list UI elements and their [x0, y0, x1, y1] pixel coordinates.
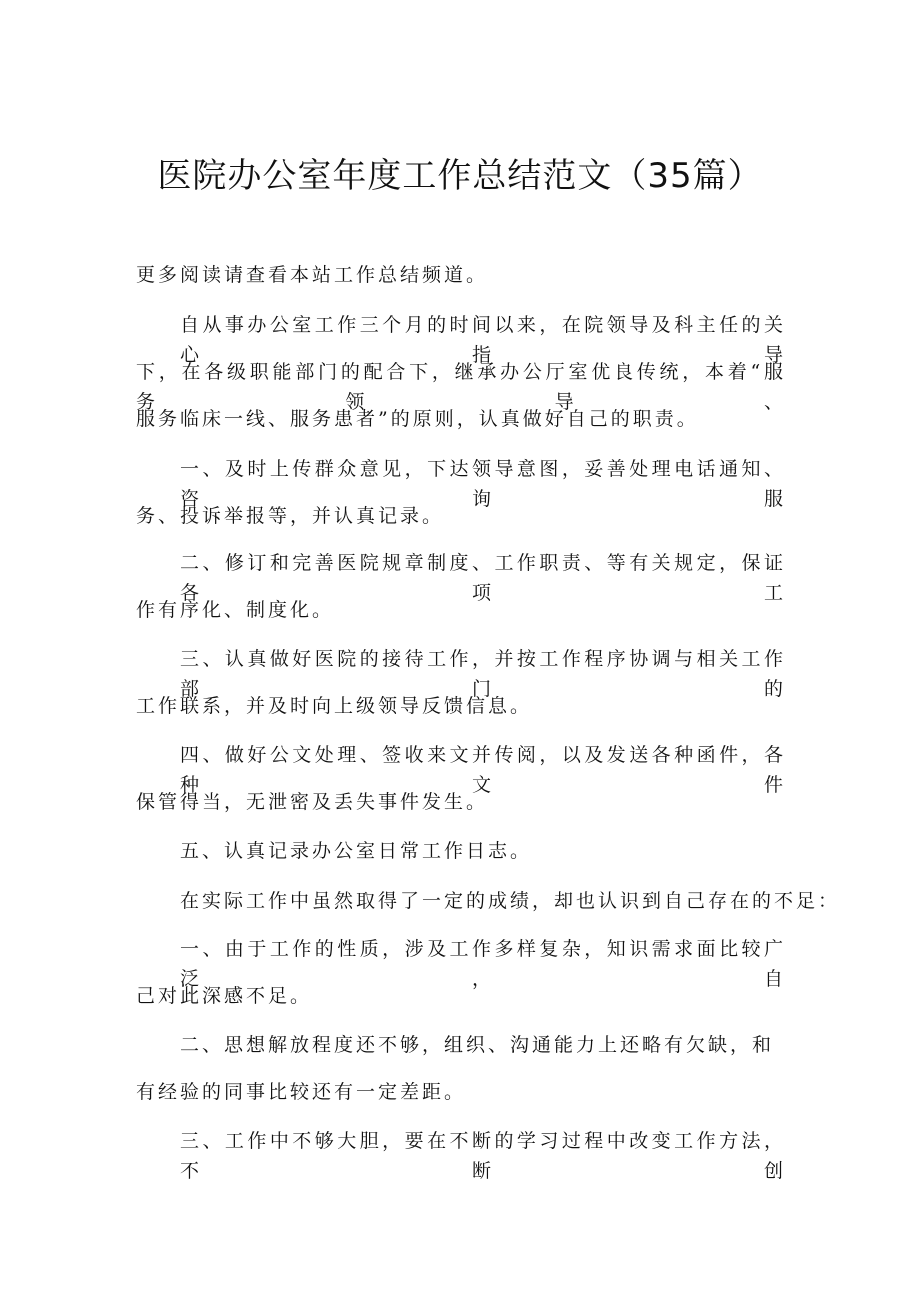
- paragraph-line: 二、思想解放程度还不够，组织、沟通能力上还略有欠缺，和: [180, 1034, 775, 1056]
- paragraph-line: 己对此深感不足。: [136, 985, 313, 1007]
- paragraph-line: 保管得当，无泄密及丢失事件发生。: [136, 791, 489, 813]
- paragraph-line: 一、由于工作的性质，涉及工作多样复杂，知识需求面比较广泛，自: [180, 938, 786, 990]
- document-title: 医院办公室年度工作总结范文（35篇）: [157, 156, 763, 196]
- paragraph-line: 一、及时上传群众意见，下达领导意图，妥善处理电话通知、咨询服: [180, 458, 786, 510]
- paragraph-line: 自从事办公室工作三个月的时间以来，在院领导及科主任的关心指导: [180, 314, 786, 366]
- paragraph-line: 二、修订和完善医院规章制度、工作职责、等有关规定，保证各项工: [180, 552, 786, 604]
- paragraph-line: 下，在各级职能部门的配合下，继承办公厅室优良传统，本着“服务领导、: [136, 361, 786, 413]
- paragraph-line: 工作联系，并及时向上级领导反馈信息。: [136, 695, 533, 717]
- intro-line: 更多阅读请查看本站工作总结频道。: [136, 264, 489, 286]
- paragraph-line: 三、认真做好医院的接待工作，并按工作程序协调与相关工作部门的: [180, 648, 786, 700]
- paragraph-line: 服务临床一线、服务患者”的原则，认真做好自己的职责。: [136, 408, 699, 430]
- paragraph-line: 三、工作中不够大胆，要在不断的学习过程中改变工作方法，不断创: [180, 1130, 786, 1182]
- paragraph-line: 五、认真记录办公室日常工作日志。: [180, 840, 533, 862]
- paragraph-line: 有经验的同事比较还有一定差距。: [136, 1081, 467, 1103]
- paragraph-line: 作有序化、制度化。: [136, 599, 335, 621]
- paragraph-line: 在实际工作中虽然取得了一定的成绩，却也认识到自己存在的不足：: [180, 890, 841, 912]
- paragraph-line: 务、投诉举报等，并认真记录。: [136, 505, 445, 527]
- paragraph-line: 四、做好公文处理、签收来文并传阅，以及发送各种函件，各种文件: [180, 744, 786, 796]
